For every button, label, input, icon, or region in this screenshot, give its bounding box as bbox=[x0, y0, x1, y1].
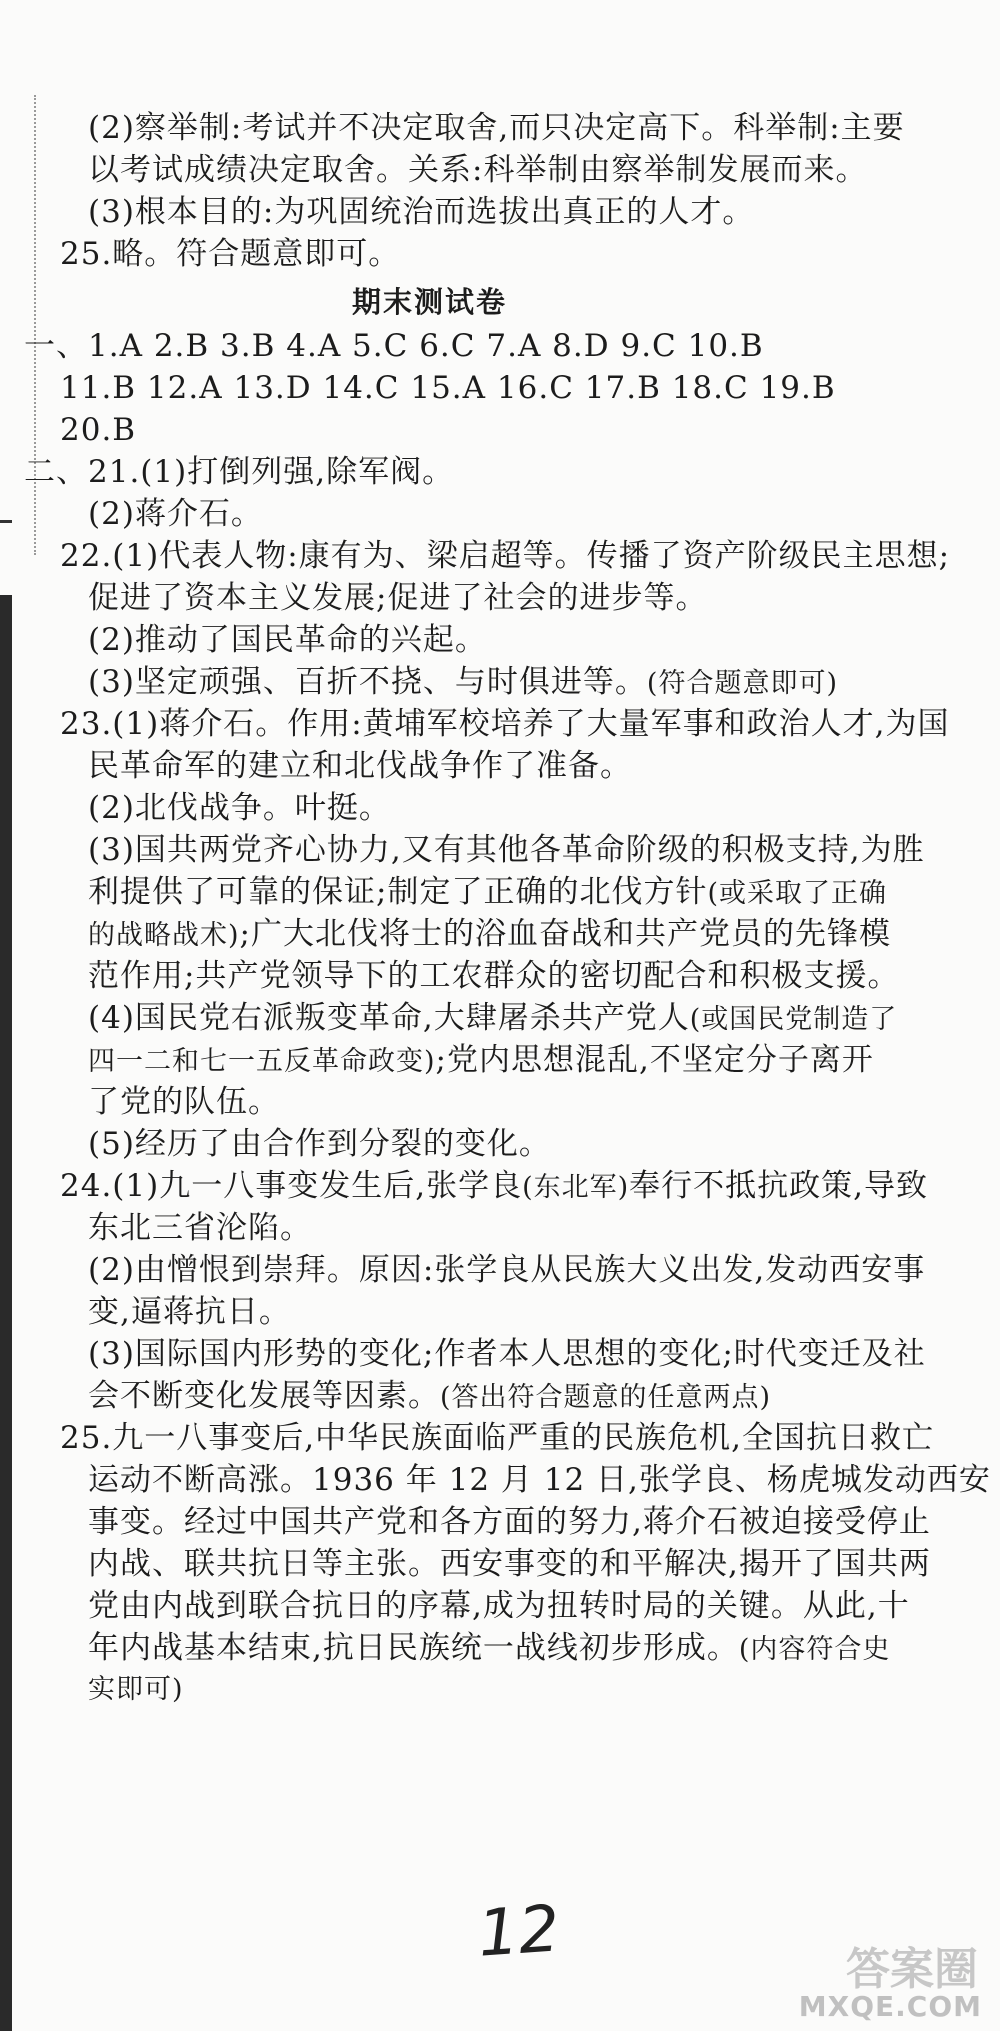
q22-answer: 22.(1)代表人物:康有为、梁启超等。传播了资产阶级民主思想; bbox=[60, 538, 951, 574]
watermark bbox=[742, 1933, 982, 2023]
q23-answer: (3)国共两党齐心协力,又有其他各革命阶级的积极支持,为胜 bbox=[88, 832, 925, 868]
q21-answer: 二、21.(1)打倒列强,除军阀。 bbox=[24, 454, 455, 490]
q23-answer-text: (4)国民党右派叛变革命,大肆屠杀共产党人 bbox=[88, 1000, 690, 1036]
mc-answers-row: 11.B 12.A 13.D 14.C 15.A 16.C 17.B 18.C 19.B bbox=[60, 370, 836, 406]
q23-answer bbox=[88, 998, 897, 1040]
q25-answer: 内战、联共抗日等主张。西安事变的和平解决,揭开了国共两 bbox=[88, 1546, 931, 1582]
q23-answer-text: 利提供了可靠的保证;制定了正确的北伐方针 bbox=[88, 874, 708, 910]
mc-answers-row: 一、1.A 2.B 3.B 4.A 5.C 6.C 7.A 8.D 9.C 10.B bbox=[24, 328, 764, 364]
q24-note: (东北军) bbox=[522, 1172, 630, 1203]
page-number: 12 bbox=[475, 1892, 562, 1972]
q23-answer bbox=[88, 1040, 874, 1082]
q23-answer bbox=[88, 872, 887, 914]
mc-answers-row: 20.B bbox=[60, 412, 137, 448]
q24-answer: 东北三省沦陷。 bbox=[88, 1210, 312, 1246]
margin-tick bbox=[0, 520, 12, 523]
q24-note: (答出符合题意的任意两点) bbox=[440, 1382, 772, 1413]
q23-answer bbox=[88, 914, 891, 956]
q23-answer: 23.(1)蒋介石。作用:黄埔军校培养了大量军事和政治人才,为国 bbox=[60, 706, 950, 742]
q23-answer-text: ;党内思想混乱,不坚定分子离开 bbox=[435, 1042, 874, 1078]
answer-line: 以考试成绩决定取舍。关系:科举制由察举制发展而来。 bbox=[88, 152, 868, 188]
q22-answer: 促进了资本主义发展;促进了社会的进步等。 bbox=[88, 580, 708, 616]
q24-answer bbox=[88, 1376, 771, 1418]
q25-answer-text: 年内战基本结束,抗日民族统一战线初步形成。 bbox=[88, 1630, 739, 1666]
q25-answer: 事变。经过中国共产党和各方面的努力,蒋介石被迫接受停止 bbox=[88, 1504, 931, 1540]
q23-answer: (2)北伐战争。叶挺。 bbox=[88, 790, 391, 826]
answer-line: (3)根本目的:为巩固统治而选拔出真正的人才。 bbox=[88, 194, 755, 230]
q23-note: 四一二和七一五反革命政变) bbox=[88, 1046, 436, 1077]
q22-answer bbox=[88, 662, 838, 704]
q22-answer: (2)推动了国民革命的兴起。 bbox=[88, 622, 487, 658]
answer-line: 25.略。符合题意即可。 bbox=[60, 236, 401, 272]
q25-answer: 25.九一八事变后,中华民族面临严重的民族危机,全国抗日救亡 bbox=[60, 1420, 935, 1456]
q24-answer: 变,逼蒋抗日。 bbox=[88, 1294, 291, 1330]
q24-answer-text: 奉行不抵抗政策,导致 bbox=[629, 1168, 929, 1204]
q24-answer-text: 会不断变化发展等因素。 bbox=[88, 1378, 440, 1414]
q25-answer: 运动不断高涨。1936 年 12 月 12 日,张学良、杨虎城发动西安 bbox=[88, 1462, 991, 1498]
scan-edge-shadow bbox=[0, 595, 12, 2031]
q23-answer: 范作用;共产党领导下的工农群众的密切配合和积极支援。 bbox=[88, 958, 900, 994]
q25-answer: 党由内战到联合抗日的序幕,成为扭转时局的关键。从此,十 bbox=[88, 1588, 910, 1624]
q25-note: (内容符合史 bbox=[738, 1634, 891, 1665]
q25-note: 实即可) bbox=[88, 1674, 184, 1705]
q23-answer: (5)经历了由合作到分裂的变化。 bbox=[88, 1126, 551, 1162]
watermark-logo: 答案圈 bbox=[846, 1944, 978, 1995]
answer-line: (2)察举制:考试并不决定取舍,而只决定高下。科举制:主要 bbox=[88, 110, 905, 146]
q24-answer: (3)国际国内形势的变化;作者本人思想的变化;时代变迁及社 bbox=[88, 1336, 926, 1372]
q24-answer-text: 24.(1)九一八事变发生后,张学良 bbox=[60, 1168, 523, 1204]
q21-answer: (2)蒋介石。 bbox=[88, 496, 263, 532]
section-title: 期末测试卷 bbox=[352, 285, 508, 319]
q22-note: (符合题意即可) bbox=[646, 668, 838, 699]
q23-answer-text: ;广大北伐将士的浴血奋战和共产党员的先锋模 bbox=[239, 916, 891, 952]
q23-note: (或采取了正确 bbox=[707, 878, 887, 909]
watermark-site: MXQE.COM bbox=[798, 1990, 982, 2023]
q23-answer: 民革命军的建立和北伐战争作了准备。 bbox=[88, 748, 632, 784]
q25-answer bbox=[88, 1628, 890, 1670]
q23-answer: 了党的队伍。 bbox=[88, 1084, 280, 1120]
q22-answer-text: (3)坚定顽强、百折不挠、与时俱进等。 bbox=[88, 664, 647, 700]
q24-answer: (2)由憎恨到崇拜。原因:张学良从民族大义出发,发动西安事 bbox=[88, 1252, 926, 1288]
q23-note: 的战略战术) bbox=[88, 920, 240, 951]
q23-note: (或国民党制造了 bbox=[689, 1004, 898, 1035]
q24-answer bbox=[60, 1166, 928, 1208]
